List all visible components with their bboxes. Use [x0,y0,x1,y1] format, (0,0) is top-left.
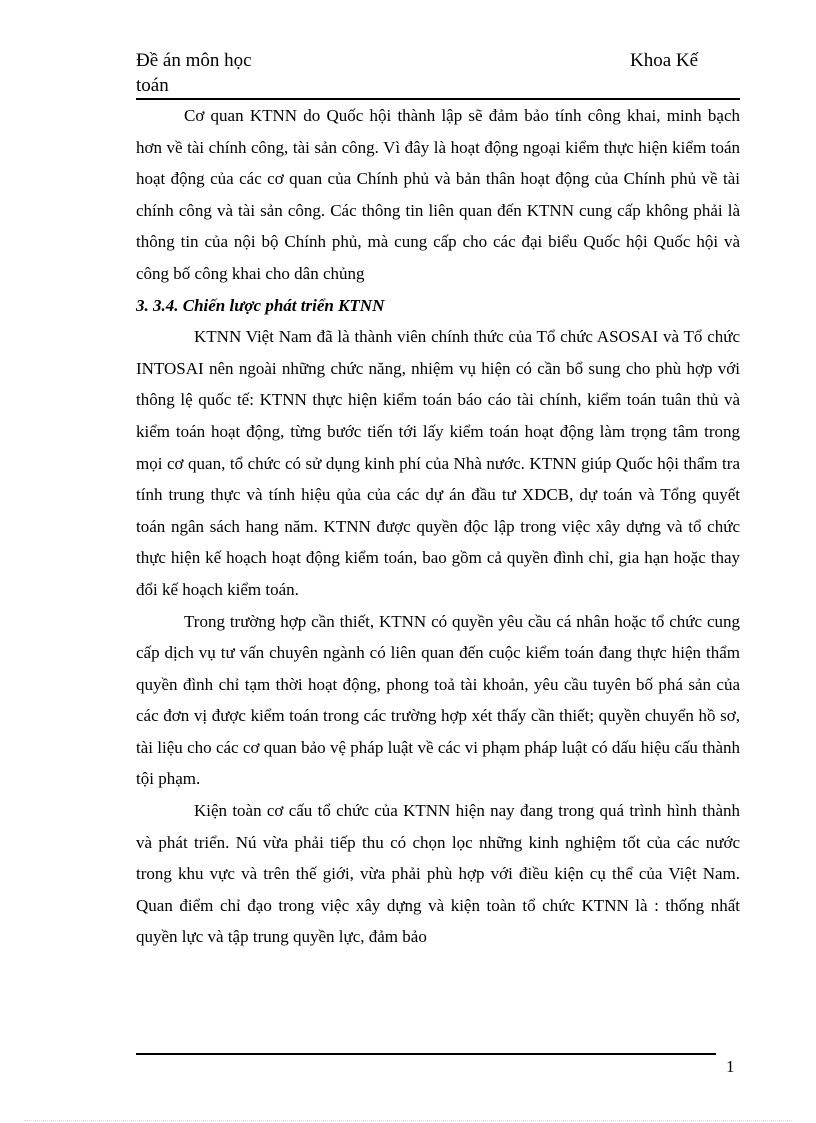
footer-rule [136,1053,716,1055]
page-edge-divider [24,1120,792,1121]
page-number: 1 [726,1057,735,1076]
paragraph-2: KTNN Việt Nam đã là thành viên chính thức của Tổ chức ASOSAI và Tổ chức INTOSAI nên ngoài những chức năng, nhiệm vụ hiện có cần bổ sung cho phù hợp với thông lệ quốc tế: KTNN thực hiện kiểm toán báo cáo tài chính, kiểm toán tuân thủ và kiểm toán hoạt động, từng bước tiến tới lấy kiểm toán hoạt động làm trọng tâm trong mọi cơ quan, tổ chức có sử dụng kinh phí của Nhà nước. KTNN giúp Quốc hội thẩm tra tính trung thực và tính hiệu qủa của các dự án đầu tư XDCB, dự toán và Tổng quyết toán ngân sách hang năm. KTNN được quyền độc lập trong việc xây dựng và tổ chức thực hiện kế hoạch hoạt động kiểm toán, bao gồm cả quyền đình chỉ, gia hạn hoặc thay đổi kế hoạch kiểm toán. [136,327,740,599]
paragraph-4: Kiện toàn cơ cấu tổ chức của KTNN hiện nay đang trong quá trình hình thành và phát triển. Nú vừa phải tiếp thu có chọn lọc những kinh nghiệm tốt của các nước trong khu vực và trên thế giới, vừa phải phù hợp với điều kiện cụ thể của Việt Nam. Quan điểm chỉ đạo trong việc xây dựng và kiện toàn tổ chức KTNN là : thống nhất quyền lực và tập trung quyền lực, đảm bảo [136,801,740,947]
paragraph-1: Cơ quan KTNN do Quốc hội thành lập sẽ đảm bảo tính công khai, minh bạch hơn về tài chính công, tài sản công. Vì đây là hoạt động ngoại kiểm thực hiện kiểm toán hoạt động của các cơ quan của Chính phủ và bản thân hoạt động của Chính phủ về tài chính công và tài sản công. Các thông tin liên quan đến KTNN cung cấp không phải là thông tin của nội bộ Chính phủ, mà cung cấp cho các đại biểu Quốc hội Quốc hội và công bố công khai cho dân chủng [136,106,740,283]
header-course-title: Đề án môn học toán [136,50,252,96]
section-heading: 3. 3.4. Chiến lược phát triển KTNN [136,295,385,315]
document-body [136,100,740,953]
header-department: Khoa Kế [630,50,699,71]
paragraph-3: Trong trường hợp cần thiết, KTNN có quyền yêu cầu cá nhân hoặc tổ chức cung cấp dịch vụ tư vấn chuyên ngành có liên quan đến cuộc kiểm toán đang thực hiện thẩm quyền đình chỉ tạm thời hoạt động, phong toả tài khoản, yêu cầu tuyên bố phá sản của các đơn vị được kiểm toán trong các trường hợp xét thấy cần thiết; quyền chuyển hồ sơ, tài liệu cho các cơ quan bảo vệ pháp luật về các vi phạm pháp luật có dấu hiệu cấu thành tội phạm. [136,611,740,789]
